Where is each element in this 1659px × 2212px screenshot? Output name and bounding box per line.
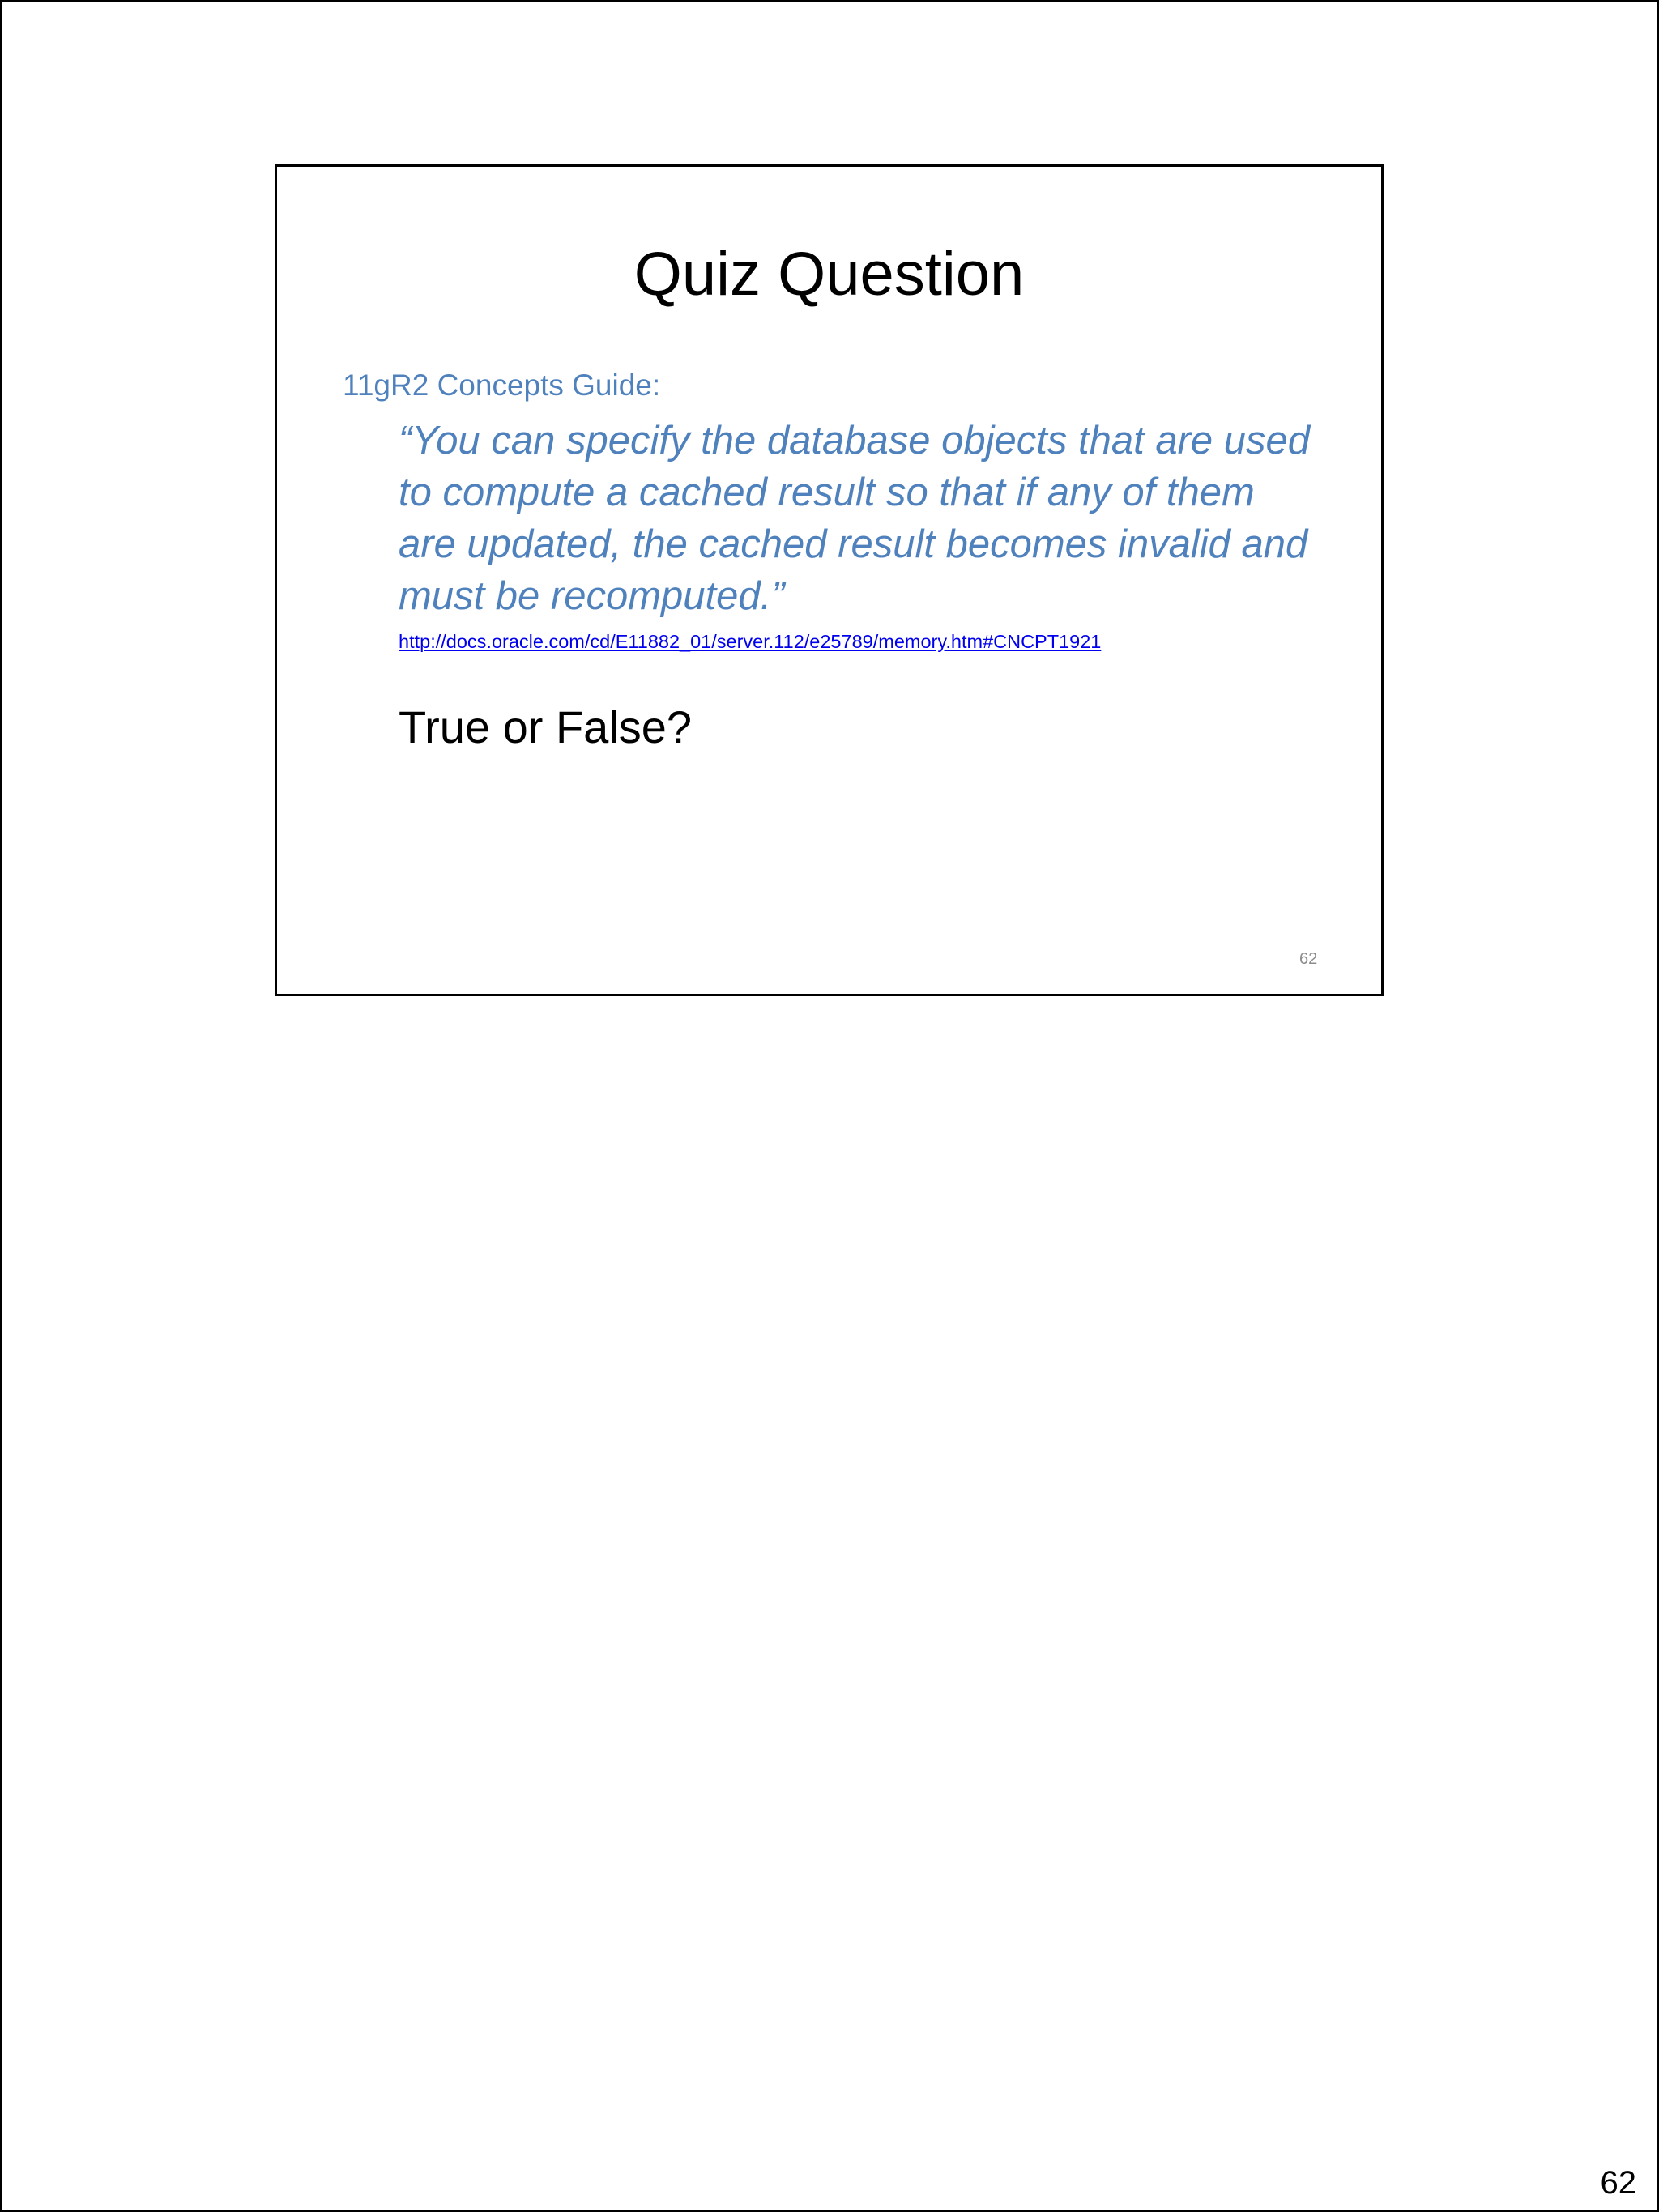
documentation-link[interactable]: http://docs.oracle.com/cd/E11882_01/server.112/e25789/memory.htm#CNCPT1921 — [399, 631, 1102, 652]
quiz-prompt: True or False? — [399, 701, 693, 752]
slide-title: Quiz Question — [633, 240, 1025, 309]
quote-text: “You can specify the database objects that are used to compute a cached result so that if any of them are updated, the cached result becomes invalid and must be recomputed.” — [399, 419, 1311, 618]
page-number: 62 — [1600, 2165, 1636, 2201]
slide-number: 62 — [1299, 950, 1318, 968]
slide-thumbnail — [275, 164, 1384, 996]
source-label: 11gR2 Concepts Guide: — [343, 369, 661, 402]
